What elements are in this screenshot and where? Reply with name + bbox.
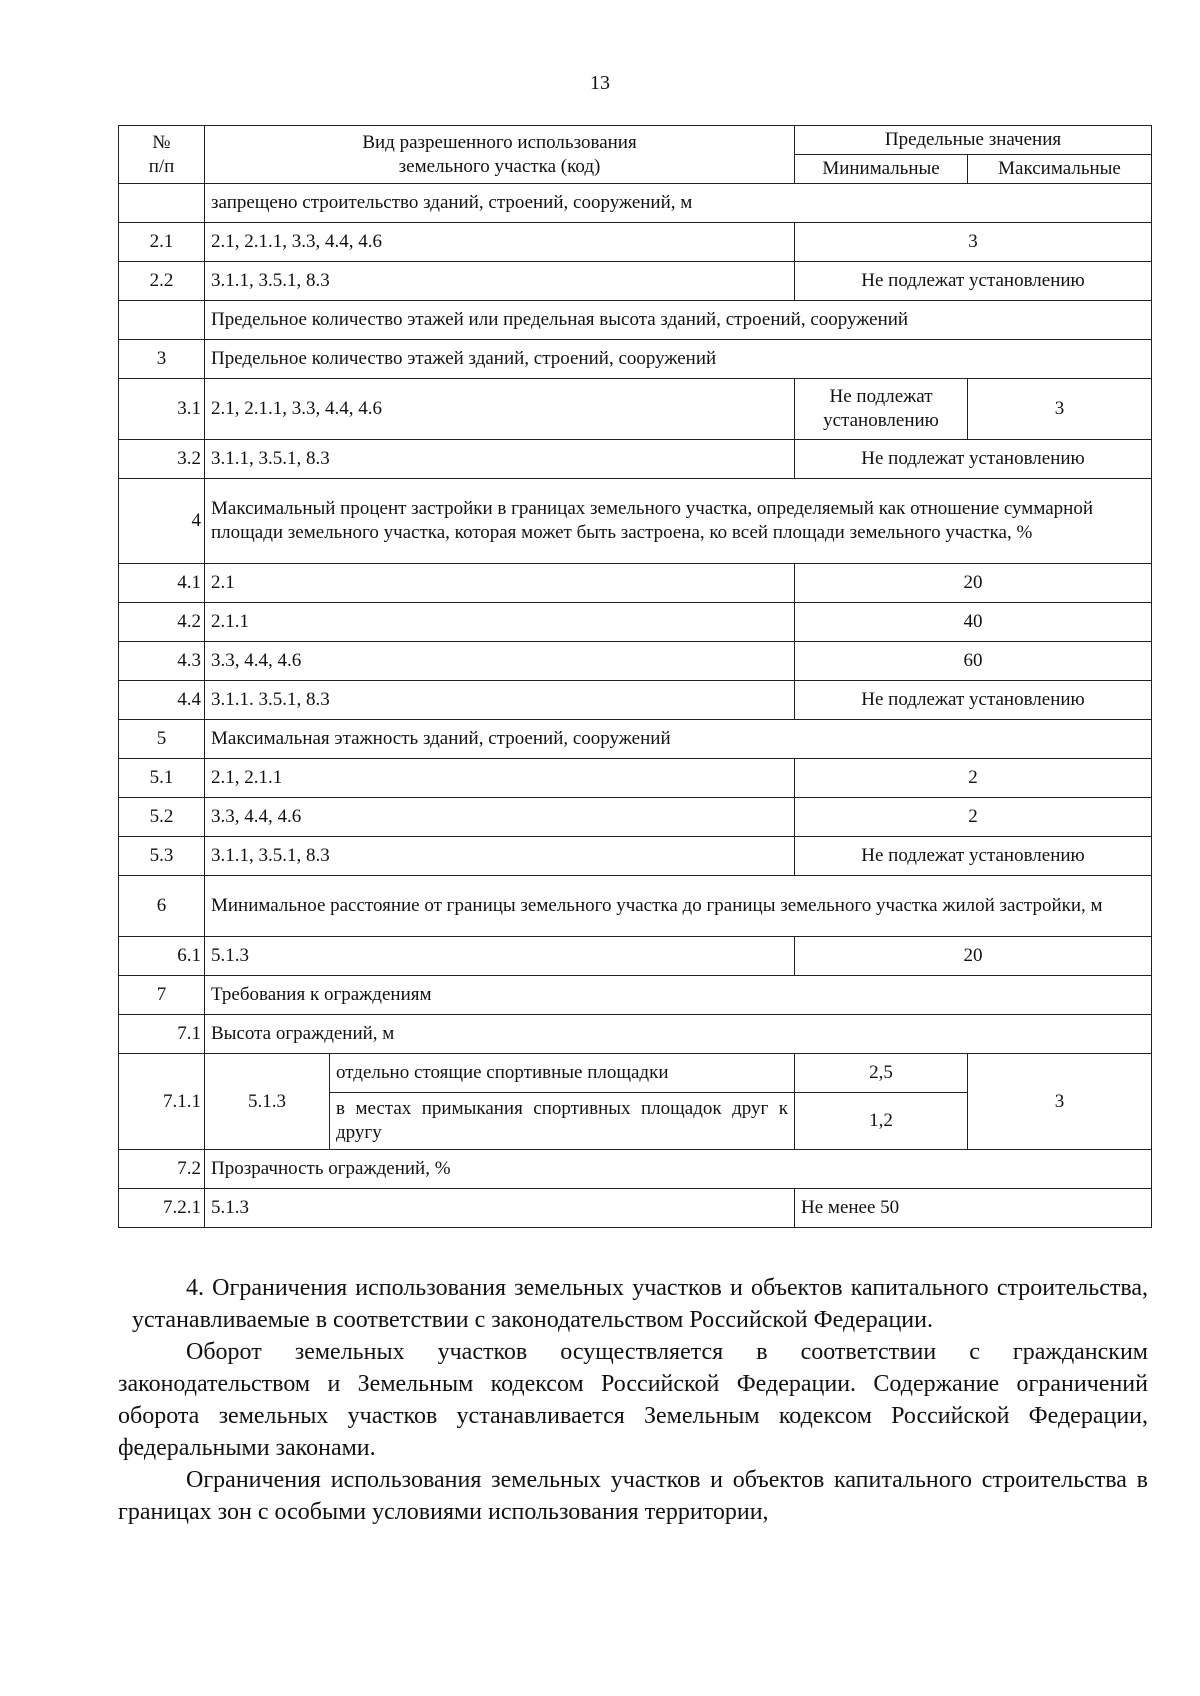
table-row	[119, 1015, 1152, 1054]
row-num: 6	[119, 876, 205, 937]
table-row	[119, 837, 1152, 876]
row-codes: 2.1, 2.1.1, 3.3, 4.4, 4.6	[205, 223, 795, 262]
row-num: 4.4	[119, 681, 205, 720]
header-min: Минимальные	[795, 155, 968, 184]
table-row	[119, 603, 1152, 642]
row-min: Не подлежат установлению	[795, 379, 968, 440]
row-value: 40	[795, 603, 1152, 642]
row-num: 5.2	[119, 798, 205, 837]
row-section-text: Предельное количество этажей зданий, строений, сооружений	[205, 340, 1152, 379]
row-num: 7.1	[119, 1015, 205, 1054]
row-num: 7.1.1	[119, 1054, 205, 1150]
row-value: Не подлежат установлению	[795, 262, 1152, 301]
paragraph-land-turnover: Оборот земельных участков осуществляется в соответствии с гражданским законодательством и Земельным кодексом Российской Федерации. Содержание ограничений оборота земельных участков устанавливается Земельным кодексом Российской Федерации, федеральными законами.	[118, 1339, 1148, 1461]
row-value: 3	[795, 223, 1152, 262]
row-codes: 2.1, 2.1.1, 3.3, 4.4, 4.6	[205, 379, 795, 440]
row-num: 7.2	[119, 1150, 205, 1189]
table-row	[119, 223, 1152, 262]
table-row	[119, 564, 1152, 603]
table-row	[119, 759, 1152, 798]
row-codes: 5.1.3	[205, 1189, 795, 1228]
table-row	[119, 681, 1152, 720]
row-section-text: запрещено строительство зданий, строений, сооружений, м	[205, 184, 1152, 223]
row-num: 2.1	[119, 223, 205, 262]
row-codes: 3.1.1, 3.5.1, 8.3	[205, 440, 795, 479]
table-row	[119, 301, 1152, 340]
row-section-text: Максимальная этажность зданий, строений, сооружений	[205, 720, 1152, 759]
row-num: 3.2	[119, 440, 205, 479]
table-row	[119, 340, 1152, 379]
table-row	[119, 720, 1152, 759]
table-row	[119, 798, 1152, 837]
row-codes: 2.1.1	[205, 603, 795, 642]
paragraph-restrictions: Ограничения использования земельных участков и объектов капитального строительства в границах зон с особыми условиями использования территории,	[118, 1467, 1148, 1525]
row-num: 3	[119, 340, 205, 379]
table-row	[119, 184, 1152, 223]
row-num: 5.3	[119, 837, 205, 876]
row-value: 20	[795, 564, 1152, 603]
table-row	[119, 262, 1152, 301]
row-codes: 2.1, 2.1.1	[205, 759, 795, 798]
table-header-row	[119, 126, 1152, 155]
row-section-text: Прозрачность ограждений, %	[205, 1150, 1152, 1189]
row-subtext: отдельно стоящие спортивные площадки	[330, 1054, 795, 1093]
row-num	[119, 301, 205, 340]
row-num: 3.1	[119, 379, 205, 440]
table-row	[119, 479, 1152, 564]
row-num: 4	[119, 479, 205, 564]
row-value: 2	[795, 798, 1152, 837]
row-num	[119, 184, 205, 223]
land-use-limits-table	[118, 125, 1152, 1228]
header-num: № п/п	[119, 126, 205, 184]
row-min: 1,2	[795, 1093, 968, 1150]
row-max: 3	[968, 379, 1152, 440]
table-row	[119, 440, 1152, 479]
row-value: Не подлежат установлению	[795, 837, 1152, 876]
row-value: Не подлежат установлению	[795, 440, 1152, 479]
row-num: 5.1	[119, 759, 205, 798]
row-section-text: Требования к ограждениям	[205, 976, 1152, 1015]
row-max: 3	[968, 1054, 1152, 1150]
row-value: 20	[795, 937, 1152, 976]
body-text	[118, 1272, 1148, 1528]
row-section-text: Предельное количество этажей или предельная высота зданий, строений, сооружений	[205, 301, 1152, 340]
header-use-type: Вид разрешенного использования земельного участка (код)	[205, 126, 795, 184]
row-section-text: Максимальный процент застройки в границах земельного участка, определяемый как отношение суммарной площади земельного участка, которая может быть застроена, ко всей площади земельного участка, %	[205, 479, 1152, 564]
header-max: Максимальные	[968, 155, 1152, 184]
row-value: Не подлежат установлению	[795, 681, 1152, 720]
row-value: Не менее 50	[795, 1189, 1152, 1228]
table-row	[119, 976, 1152, 1015]
table-row	[119, 1150, 1152, 1189]
row-num: 2.2	[119, 262, 205, 301]
row-num: 4.2	[119, 603, 205, 642]
table-row	[119, 1189, 1152, 1228]
table-row	[119, 1054, 1152, 1093]
row-num: 7.2.1	[119, 1189, 205, 1228]
row-min: 2,5	[795, 1054, 968, 1093]
row-subtext: в местах примыкания спортивных площадок друг к другу	[330, 1093, 795, 1150]
row-section-text: Высота ограждений, м	[205, 1015, 1152, 1054]
row-codes: 3.3, 4.4, 4.6	[205, 798, 795, 837]
row-num: 7	[119, 976, 205, 1015]
table-row	[119, 379, 1152, 440]
row-codes: 3.1.1. 3.5.1, 8.3	[205, 681, 795, 720]
row-code: 5.1.3	[205, 1054, 330, 1150]
row-section-text: Минимальное расстояние от границы земельного участка до границы земельного участка жилой застройки, м	[205, 876, 1152, 937]
row-codes: 2.1	[205, 564, 795, 603]
row-codes: 3.3, 4.4, 4.6	[205, 642, 795, 681]
row-value: 2	[795, 759, 1152, 798]
row-codes: 3.1.1, 3.5.1, 8.3	[205, 837, 795, 876]
row-num: 6.1	[119, 937, 205, 976]
table-row	[119, 642, 1152, 681]
table-row	[119, 876, 1152, 937]
table-row	[119, 937, 1152, 976]
row-codes: 5.1.3	[205, 937, 795, 976]
page-number: 13	[590, 72, 610, 94]
header-limits: Предельные значения	[795, 126, 1152, 155]
row-num: 4.1	[119, 564, 205, 603]
row-codes: 3.1.1, 3.5.1, 8.3	[205, 262, 795, 301]
row-value: 60	[795, 642, 1152, 681]
paragraph-section-4: 4. Ограничения использования земельных участков и объектов капитального строительства, устанавливаемые в соответствии с законодательством Российской Федерации.	[132, 1275, 1148, 1333]
row-num: 4.3	[119, 642, 205, 681]
row-num: 5	[119, 720, 205, 759]
